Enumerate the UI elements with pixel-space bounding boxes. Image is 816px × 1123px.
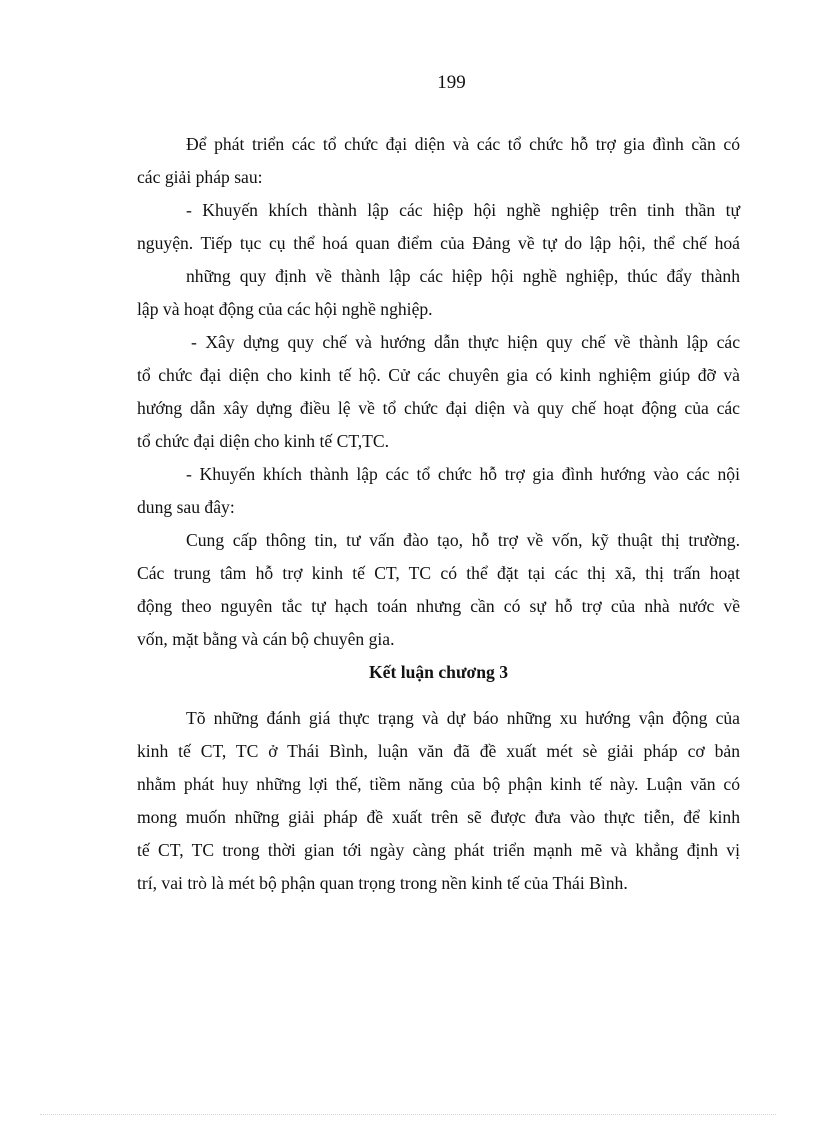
paragraph-line: các giải pháp sau: (137, 167, 263, 187)
paragraph-line: Tõ những đánh giá thực trạng và dự báo những xu hướng vận động của (186, 708, 740, 728)
paragraph-line: Các trung tâm hỗ trợ kinh tế CT, TC có thể đặt tại các thị xã, thị trấn hoạt (137, 563, 740, 583)
section-heading: Kết luận chương 3 (368, 662, 509, 682)
page-bottom-divider (40, 1114, 776, 1115)
list-item-line: tổ chức đại diện cho kinh tế CT,TC. (137, 431, 390, 451)
list-item-line: những quy định về thành lập các hiệp hội nghề nghiệp, thúc đẩy thành (186, 266, 740, 286)
list-item-line: - Xây dựng quy chế và hướng dẫn thực hiện quy chế về thành lập các (191, 332, 740, 352)
paragraph-line: trí, vai trò là mét bộ phận quan trọng trong nền kinh tế của Thái Bình. (137, 873, 628, 893)
list-item-line: hướng dẫn xây dựng điều lệ về tổ chức đại diện và quy chế hoạt động của các (137, 398, 740, 418)
paragraph-line: mong muốn những giải pháp đề xuất trên sẽ được đưa vào thực tiễn, để kinh (137, 807, 740, 827)
list-item-line: lập và hoạt động của các hội nghề nghiệp. (137, 299, 433, 319)
list-item-line: nguyện. Tiếp tục cụ thể hoá quan điểm của Đảng về tự do lập hội, thể chế hoá (137, 233, 740, 253)
list-item-line: - Khuyến khích thành lập các hiệp hội nghề nghiệp trên tinh thần tự (186, 200, 740, 220)
paragraph-line: kinh tế CT, TC ở Thái Bình, luận văn đã đề xuất mét sè giải pháp cơ bản (137, 741, 740, 761)
paragraph-line: vốn, mặt bằng và cán bộ chuyên gia. (137, 629, 395, 649)
paragraph-line: Để phát triển các tổ chức đại diện và các tổ chức hỗ trợ gia đình cần có (186, 134, 740, 154)
list-item-line: dung sau đây: (137, 497, 235, 517)
page-number: 199 (437, 72, 466, 93)
heading-spacer (137, 689, 740, 702)
list-item-line: - Khuyến khích thành lập các tổ chức hỗ trợ gia đình hướng vào các nội (186, 464, 740, 484)
paragraph-line: Cung cấp thông tin, tư vấn đào tạo, hỗ trợ về vốn, kỹ thuật thị trường. (186, 530, 740, 550)
paragraph-line: động theo nguyên tắc tự hạch toán nhưng cần có sự hỗ trợ của nhà nước về (137, 596, 740, 616)
document-body (137, 128, 740, 900)
paragraph-line: tế CT, TC trong thời gian tới ngày càng phát triển mạnh mẽ và khẳng định vị (137, 840, 740, 860)
list-item-line: tổ chức đại diện cho kinh tế hộ. Cử các chuyên gia có kinh nghiệm giúp đỡ và (137, 365, 740, 385)
paragraph-line: nhằm phát huy những lợi thế, tiềm năng của bộ phận kinh tế này. Luận văn có (137, 774, 740, 794)
